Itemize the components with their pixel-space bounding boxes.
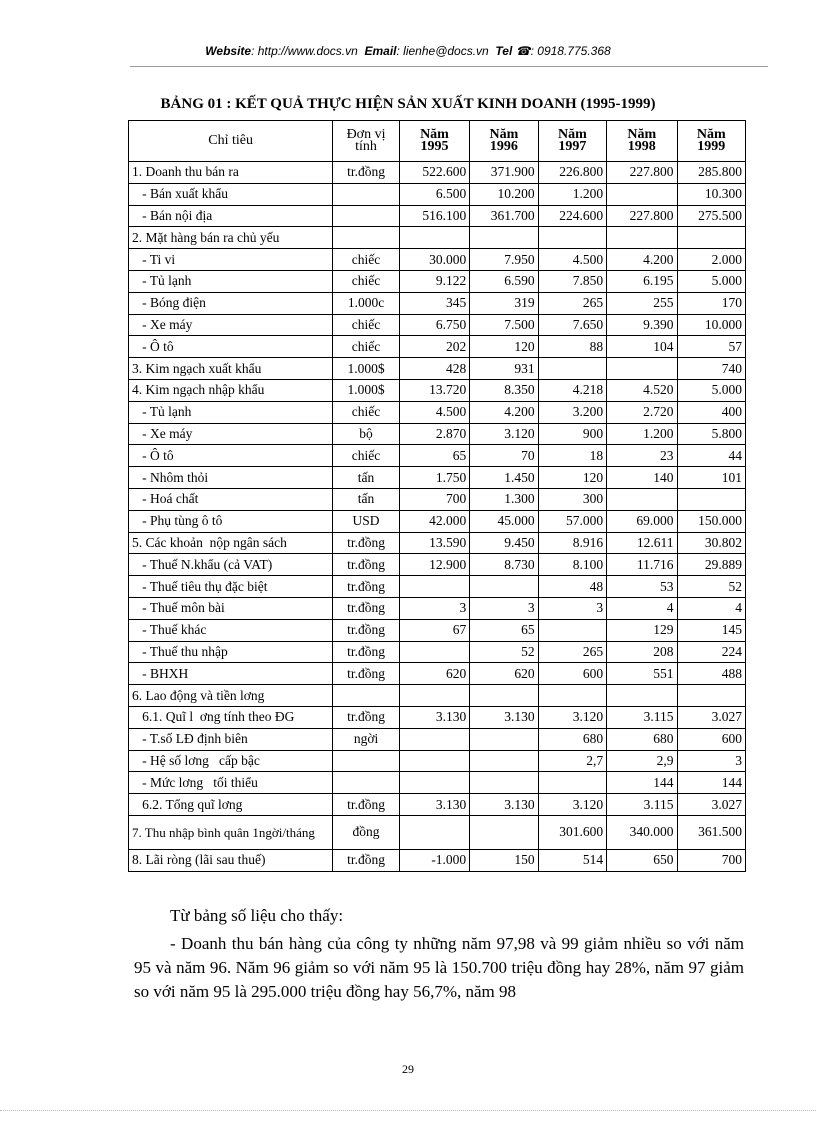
header-unit-line2: tính [355,139,377,154]
table-row [129,249,746,271]
row-value: 3.120 [470,423,538,445]
row-value [470,576,538,598]
row-value: 9.450 [470,532,538,554]
row-label: - Tủ lạnh [129,401,333,423]
table-row [129,619,746,641]
table-row [129,270,746,292]
body-paragraph: - Doanh thu bán hàng của công ty những năm 97,98 và 99 giảm nhiều so với năm 95 và năm 96. Năm 96 giảm so với năm 95 là 150.700 triệu đồng hay 28%, năm 97 giảm so với năm 95 là 295.000 triệu đồng hay 56,7%, năm 98 [134,934,744,1001]
header-year-label: Năm [557,127,587,142]
row-value: 3 [538,597,606,619]
row-value: 4.200 [470,401,538,423]
row-value: 4.218 [538,379,606,401]
row-value [470,227,538,249]
row-value: 5.000 [677,270,745,292]
table-row [129,554,746,576]
row-value: 3.200 [538,401,606,423]
row-value: 120 [470,336,538,358]
row-value: 53 [607,576,677,598]
row-unit: 1.000c [333,292,399,314]
row-value: 8.730 [470,554,538,576]
header-year [677,121,745,162]
row-value: 29.889 [677,554,745,576]
row-value [399,227,469,249]
row-value: 44 [677,445,745,467]
row-value: 12.611 [607,532,677,554]
row-unit: đồng [333,815,399,849]
row-unit: 1.000$ [333,358,399,380]
row-value [677,488,745,510]
header-year-value: 1997 [558,139,587,154]
row-unit: tr.đồng [333,706,399,728]
row-label: 4. Kim ngạch nhập khẩu [129,379,333,401]
header-year-value: 1996 [489,139,518,154]
row-value: 1.750 [399,467,469,489]
row-value [538,358,606,380]
row-unit [333,227,399,249]
row-value [607,183,677,205]
row-value: 371.900 [470,162,538,184]
row-value: 52 [677,576,745,598]
table-row [129,532,746,554]
table-row [129,401,746,423]
row-label: - Ti vi [129,249,333,271]
results-table [128,120,746,872]
row-value: 150.000 [677,510,745,532]
row-value: 30.000 [399,249,469,271]
row-unit: tr.đồng [333,532,399,554]
header-year-label: Năm [696,127,726,142]
row-label: - Thuế khác [129,619,333,641]
row-value: 202 [399,336,469,358]
row-label: - Thuế thu nhập [129,641,333,663]
row-value: 522.600 [399,162,469,184]
table-row [129,510,746,532]
row-value [677,685,745,707]
header-year-value: 1998 [627,139,656,154]
row-unit: tr.đồng [333,597,399,619]
row-unit: ngời [333,728,399,750]
row-value: 3.130 [470,794,538,816]
row-label: - Thuế N.khẩu (cả VAT) [129,554,333,576]
row-value: 7.950 [470,249,538,271]
row-value [399,815,469,849]
table-row [129,358,746,380]
row-label: 1. Doanh thu bán ra [129,162,333,184]
body-intro: Từ bảng số liệu cho thấy: [170,906,344,925]
website-value: : http://www.docs.vn [251,44,358,58]
row-value: 255 [607,292,677,314]
row-value: 42.000 [399,510,469,532]
row-value: 69.000 [607,510,677,532]
row-value: 600 [538,663,606,685]
row-unit [333,685,399,707]
table-row [129,849,746,871]
header-unit [333,121,399,162]
row-value: 361.700 [470,205,538,227]
row-value: 2.870 [399,423,469,445]
row-unit: tấn [333,488,399,510]
row-value: 140 [607,467,677,489]
row-value: 11.716 [607,554,677,576]
row-value: 48 [538,576,606,598]
row-value: 8.100 [538,554,606,576]
row-unit: tr.đồng [333,641,399,663]
row-label: - Xe máy [129,314,333,336]
row-value: 7.500 [470,314,538,336]
row-unit: bộ [333,423,399,445]
row-value: 900 [538,423,606,445]
row-value [470,750,538,772]
row-value: 620 [399,663,469,685]
row-label: - T.số LĐ định biên [129,728,333,750]
row-value: 65 [399,445,469,467]
row-unit: tr.đồng [333,663,399,685]
row-unit: chiếc [333,336,399,358]
row-unit: 1.000$ [333,379,399,401]
table-row [129,685,746,707]
row-value: 120 [538,467,606,489]
table-row [129,162,746,184]
row-unit: tr.đồng [333,162,399,184]
row-value: 285.800 [677,162,745,184]
tel-value: : 0918.775.368 [530,44,611,58]
row-label: - BHXH [129,663,333,685]
row-unit: USD [333,510,399,532]
row-value: 361.500 [677,815,745,849]
row-value: 2.000 [677,249,745,271]
row-unit [333,772,399,794]
row-value [399,772,469,794]
header-year-value: 1999 [697,139,726,154]
row-value: 340.000 [607,815,677,849]
row-value: 3 [677,750,745,772]
row-label: 2. Mặt hàng bán ra chủ yếu [129,227,333,249]
row-value: 740 [677,358,745,380]
table-row [129,663,746,685]
table-row [129,488,746,510]
row-label: - Thuế tiêu thụ đặc biệt [129,576,333,598]
row-value: 4.200 [607,249,677,271]
header-year-label: Năm [489,127,519,142]
row-label: 6.1. Quĩ l ơng tính theo ĐG [129,706,333,728]
row-value: 144 [607,772,677,794]
row-label: - Bóng điện [129,292,333,314]
email-label: Email [364,44,397,58]
row-value: 700 [399,488,469,510]
row-value [538,685,606,707]
row-value [607,358,677,380]
table-row [129,227,746,249]
page-header [0,44,816,58]
header-year [538,121,606,162]
row-value: 7.850 [538,270,606,292]
email-value: : lienhe@docs.vn [396,44,489,58]
table-title: BẢNG 01 : KẾT QUẢ THỰC HIỆN SẢN XUẤT KINH DOANH (1995-1999) [160,96,656,112]
row-unit: tấn [333,467,399,489]
row-label: 5. Các khoản nộp ngân sách [129,532,333,554]
row-value [607,227,677,249]
row-value: 144 [677,772,745,794]
header-item: Chỉ tiêu [129,121,333,162]
row-label: - Hoá chất [129,488,333,510]
row-value: 3.130 [470,706,538,728]
row-label: 6. Lao động và tiền lơng [129,685,333,707]
row-label: 8. Lãi ròng (lãi sau thuế) [129,849,333,871]
footer-rule [0,1110,816,1111]
row-value: 680 [538,728,606,750]
row-value: 3.027 [677,706,745,728]
row-value: 8.350 [470,379,538,401]
row-value: 8.916 [538,532,606,554]
row-value: 1.200 [538,183,606,205]
row-value: 4 [677,597,745,619]
table-row [129,641,746,663]
header-unit-line1: Đơn vị [346,127,386,142]
row-value: 9.122 [399,270,469,292]
row-unit: tr.đồng [333,554,399,576]
row-value: 3.120 [538,706,606,728]
row-value: 600 [677,728,745,750]
row-unit [333,205,399,227]
table-row [129,576,746,598]
row-unit [333,750,399,772]
row-value: 7.650 [538,314,606,336]
row-value [399,685,469,707]
row-value: 6.195 [607,270,677,292]
row-unit: chiếc [333,314,399,336]
row-value: 170 [677,292,745,314]
row-value: 2,7 [538,750,606,772]
row-label: - Ô tô [129,336,333,358]
row-value: 88 [538,336,606,358]
phone-icon: ☎ [515,44,531,58]
row-value [399,576,469,598]
row-value: 30.802 [677,532,745,554]
page-number: 29 [402,1062,414,1076]
table-row [129,815,746,849]
row-label: - Bán xuất khẩu [129,183,333,205]
row-label: - Ô tô [129,445,333,467]
row-value: 9.390 [607,314,677,336]
table-body [129,162,746,872]
header-year-label: Năm [627,127,657,142]
row-unit: tr.đồng [333,849,399,871]
table-row [129,183,746,205]
row-value [677,227,745,249]
header-year-value: 1995 [420,139,449,154]
row-value: 150 [470,849,538,871]
row-value: 10.200 [470,183,538,205]
row-value: -1.000 [399,849,469,871]
row-label: 6.2. Tổng quĩ lơng [129,794,333,816]
table-row [129,772,746,794]
row-value: 65 [470,619,538,641]
row-value: 551 [607,663,677,685]
row-unit: tr.đồng [333,576,399,598]
table-row [129,750,746,772]
row-label: - Phụ tùng ô tô [129,510,333,532]
website-label: Website [205,44,252,58]
row-value [538,772,606,794]
row-value: 1.300 [470,488,538,510]
row-value: 4.520 [607,379,677,401]
row-value [607,488,677,510]
table-row [129,728,746,750]
row-value [538,619,606,641]
row-value: 700 [677,849,745,871]
header-rule [130,66,768,67]
row-value: 129 [607,619,677,641]
tel-label: Tel [495,44,513,58]
table-row [129,597,746,619]
row-value: 400 [677,401,745,423]
table-row [129,706,746,728]
row-unit: chiếc [333,270,399,292]
row-value: 428 [399,358,469,380]
row-value: 1.450 [470,467,538,489]
row-value: 3 [470,597,538,619]
row-value [538,227,606,249]
row-value: 620 [470,663,538,685]
table-row [129,336,746,358]
header-year [607,121,677,162]
row-value: 265 [538,641,606,663]
table-header-row [129,121,746,162]
row-value: 52 [470,641,538,663]
row-value: 70 [470,445,538,467]
row-value: 18 [538,445,606,467]
row-value: 101 [677,467,745,489]
row-value: 514 [538,849,606,871]
row-value: 6.750 [399,314,469,336]
row-value: 4.500 [399,401,469,423]
row-label: - Nhôm thỏi [129,467,333,489]
row-value [607,685,677,707]
row-value: 224 [677,641,745,663]
row-value: 680 [607,728,677,750]
row-label: - Bán nội địa [129,205,333,227]
row-value: 2.720 [607,401,677,423]
row-value: 3.027 [677,794,745,816]
row-value [399,750,469,772]
row-value: 5.800 [677,423,745,445]
row-value: 3 [399,597,469,619]
row-value: 45.000 [470,510,538,532]
table-row [129,423,746,445]
row-value: 4.500 [538,249,606,271]
row-value [399,641,469,663]
header-year-label: Năm [420,127,449,142]
row-label: - Thuế môn bài [129,597,333,619]
row-unit: chiếc [333,445,399,467]
row-label: - Xe máy [129,423,333,445]
row-label: - Mức lơng tối thiểu [129,772,333,794]
row-value: 12.900 [399,554,469,576]
row-value: 13.720 [399,379,469,401]
row-label: - Hệ số lơng cấp bậc [129,750,333,772]
table-row [129,314,746,336]
row-value: 67 [399,619,469,641]
row-value: 23 [607,445,677,467]
row-label: 3. Kim ngạch xuất khẩu [129,358,333,380]
row-value: 931 [470,358,538,380]
header-year [470,121,538,162]
row-unit: tr.đồng [333,619,399,641]
row-value: 145 [677,619,745,641]
row-value: 5.000 [677,379,745,401]
table-row [129,467,746,489]
row-value: 2,9 [607,750,677,772]
row-value: 104 [607,336,677,358]
row-value: 10.300 [677,183,745,205]
row-value: 3.115 [607,794,677,816]
row-value [470,728,538,750]
row-value: 319 [470,292,538,314]
table-row [129,379,746,401]
row-unit [333,183,399,205]
row-value: 3.115 [607,706,677,728]
row-value: 6.590 [470,270,538,292]
row-value: 13.590 [399,532,469,554]
row-value: 227.800 [607,162,677,184]
row-value: 226.800 [538,162,606,184]
table-row [129,292,746,314]
row-value [470,772,538,794]
row-value: 6.500 [399,183,469,205]
row-value: 1.200 [607,423,677,445]
row-value: 208 [607,641,677,663]
row-value: 650 [607,849,677,871]
row-value: 488 [677,663,745,685]
row-value: 300 [538,488,606,510]
row-value: 3.130 [399,794,469,816]
row-label: - Tủ lạnh [129,270,333,292]
row-value: 224.600 [538,205,606,227]
row-value: 516.100 [399,205,469,227]
row-value: 227.800 [607,205,677,227]
row-value: 301.600 [538,815,606,849]
row-value: 57 [677,336,745,358]
row-value: 10.000 [677,314,745,336]
row-unit: tr.đồng [333,794,399,816]
header-year [399,121,469,162]
row-value [470,815,538,849]
row-value: 4 [607,597,677,619]
row-value: 275.500 [677,205,745,227]
row-value: 3.120 [538,794,606,816]
row-value: 57.000 [538,510,606,532]
row-value [470,685,538,707]
row-value: 345 [399,292,469,314]
row-value: 3.130 [399,706,469,728]
table-row [129,794,746,816]
row-label: 7. Thu nhập bình quân 1ngời/tháng [129,815,333,849]
row-value: 265 [538,292,606,314]
row-unit: chiếc [333,249,399,271]
table-row [129,445,746,467]
row-unit: chiếc [333,401,399,423]
table-row [129,205,746,227]
row-value [399,728,469,750]
